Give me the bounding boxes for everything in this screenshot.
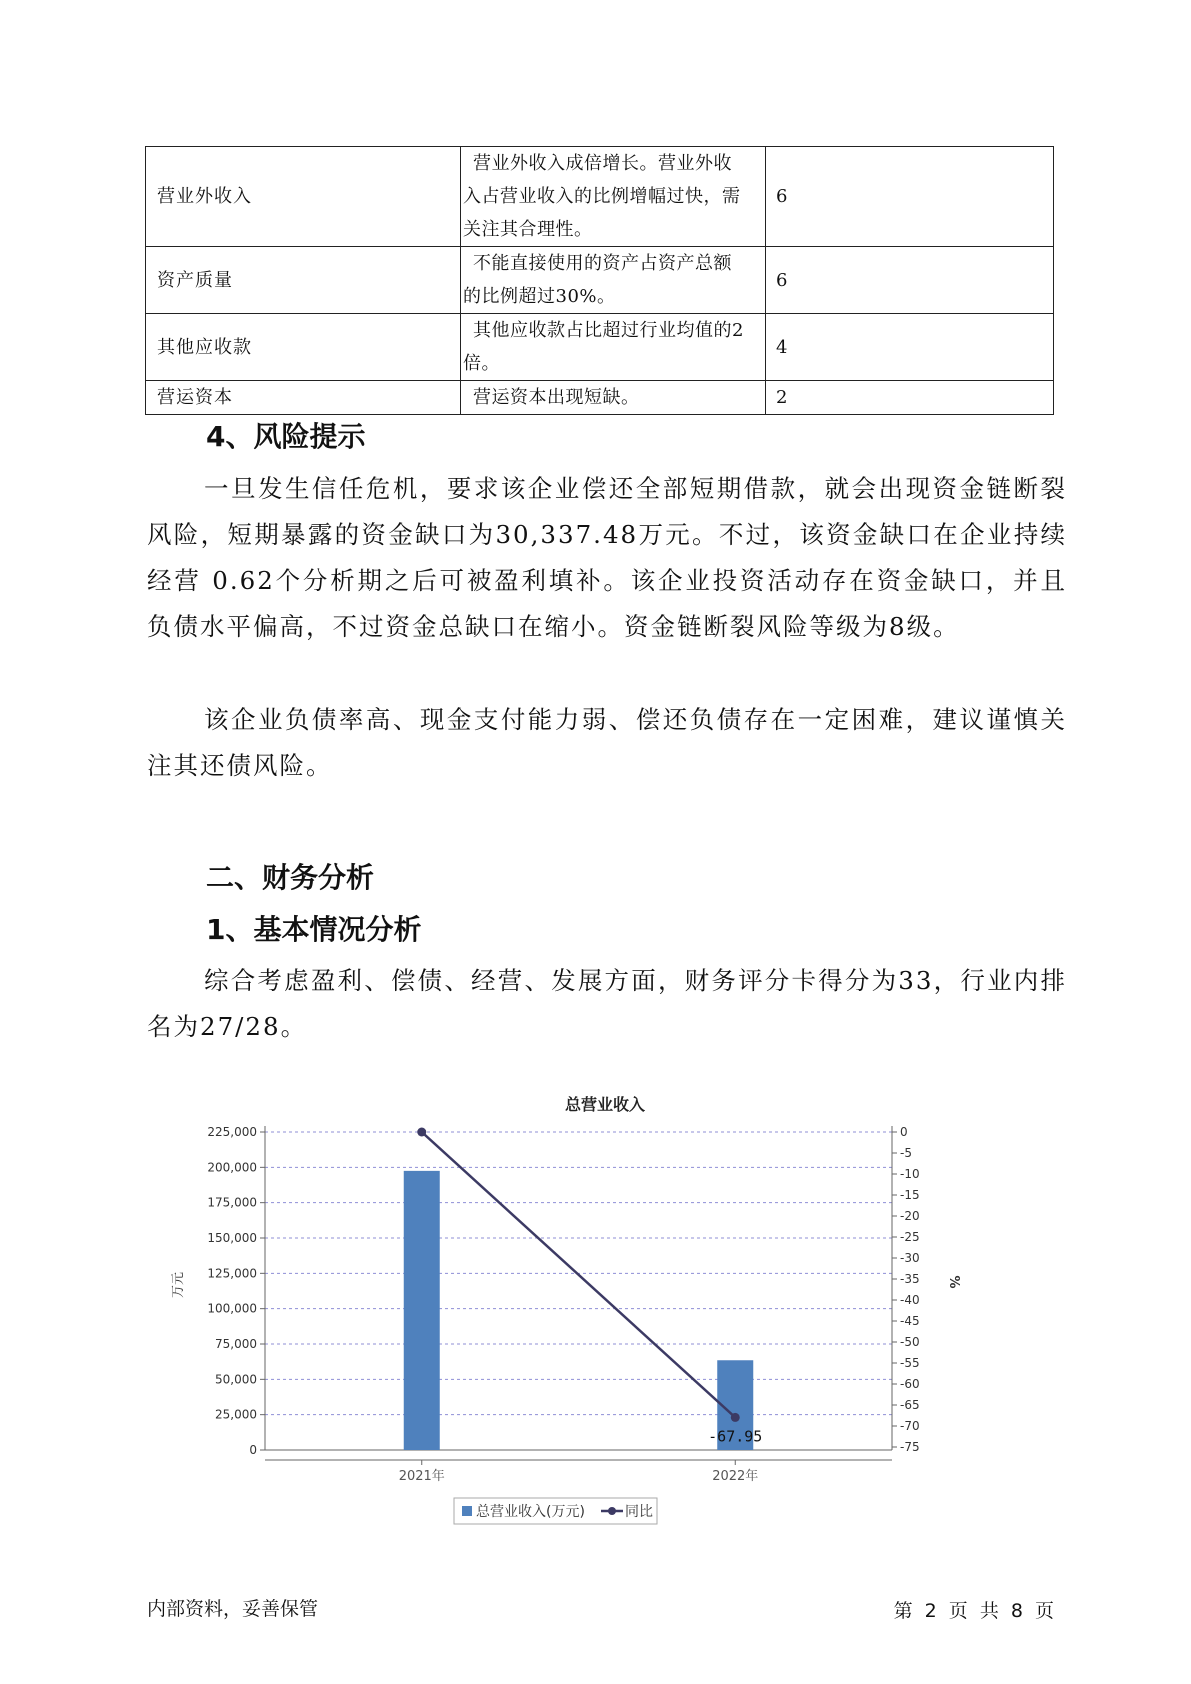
y-tick-label: 150,000 <box>207 1231 257 1245</box>
y2-tick-label: -10 <box>900 1167 920 1181</box>
legend-line-label: 同比 <box>625 1504 653 1520</box>
table-item-description <box>461 314 766 381</box>
y2-tick-label: -15 <box>900 1188 920 1202</box>
y-tick-label: 75,000 <box>215 1337 257 1351</box>
y2-tick-label: -25 <box>900 1230 920 1244</box>
description-line: 其他应收款占比超过行业均值的2 <box>473 320 744 341</box>
description-line: 的比例超过30%。 <box>463 286 616 307</box>
y2-tick-label: -75 <box>900 1440 920 1454</box>
revenue-chart <box>170 1080 1040 1550</box>
risk-heading: 4、风险提示 <box>206 420 366 453</box>
legend-bar-label: 总营业收入(万元) <box>476 1504 585 1520</box>
y2-tick-label: -70 <box>900 1419 920 1433</box>
table-row <box>146 247 1054 314</box>
table-row <box>146 381 1054 415</box>
table-item-name: 营运资本 <box>146 381 461 415</box>
y-tick-label: 50,000 <box>215 1372 257 1387</box>
finance-heading: 二、财务分析 <box>206 861 375 894</box>
y2-tick-label: -55 <box>900 1356 920 1370</box>
risk-paragraph-1: 一旦发生信任危机，要求该企业偿还全部短期借款，就会出现资金链断裂风险，短期暴露的资金缺口为30,337.48万元。不过，该资金缺口在企业持续经营 0.62个分析期之后可被盈利填补。该企业投资活动存在资金缺口，并且负债水平偏高，不过资金总缺口在缩小。资金链断裂风险等级为8级。 <box>147 474 1067 641</box>
table-item-score: 6 <box>766 247 1054 314</box>
table-item-score: 2 <box>766 381 1054 415</box>
y2-tick-label: -5 <box>900 1146 912 1160</box>
y2-tick-label: -65 <box>900 1398 920 1412</box>
legend-line-marker <box>608 1507 616 1515</box>
yoy-line <box>422 1132 736 1417</box>
description-line: 倍。 <box>463 353 500 374</box>
risk-paragraph-2: 该企业负债率高、现金支付能力弱、偿还负债存在一定困难，建议谨慎关注其还债风险。 <box>147 705 1067 780</box>
table-item-score: 4 <box>766 314 1054 381</box>
bar-1 <box>404 1171 440 1450</box>
basic-heading: 1、基本情况分析 <box>206 913 422 946</box>
table-row <box>146 314 1054 381</box>
y-tick-label: 225,000 <box>207 1125 257 1139</box>
y2-tick-label: -40 <box>900 1293 920 1307</box>
table-item-description <box>461 147 766 247</box>
y-tick-label: 175,000 <box>207 1195 257 1210</box>
y2-tick-label: -20 <box>900 1209 920 1223</box>
x-tick-label: 2022年 <box>712 1469 759 1484</box>
y2-tick-label: -30 <box>900 1251 920 1265</box>
y2-axis-label: % <box>946 1275 961 1289</box>
description-line: 入占营业收入的比例增幅过快，需 <box>463 186 741 207</box>
y-tick-label: 25,000 <box>215 1407 257 1422</box>
yoy-data-label: -67.95 <box>708 1427 763 1446</box>
risk-indicator-table <box>145 146 1054 415</box>
table-item-score: 6 <box>766 147 1054 247</box>
legend-bar-swatch <box>462 1506 472 1516</box>
table-row <box>146 147 1054 247</box>
chart-title: 总营业收入 <box>564 1095 646 1114</box>
y2-tick-label: -50 <box>900 1335 920 1349</box>
table-item-name: 资产质量 <box>146 247 461 314</box>
revenue-chart-svg <box>170 1080 1040 1550</box>
yoy-point-2 <box>731 1413 740 1422</box>
y-axis-label: 万元 <box>171 1271 186 1299</box>
description-line: 关注其合理性。 <box>463 219 593 240</box>
y2-tick-label: -35 <box>900 1272 920 1286</box>
yoy-point-1 <box>417 1128 426 1137</box>
y2-tick-label: -60 <box>900 1377 920 1391</box>
table-item-name: 营业外收入 <box>146 147 461 247</box>
footer-page-number: 第 2 页 共 8 页 <box>893 1600 1054 1622</box>
basic-paragraph: 综合考虑盈利、偿债、经营、发展方面，财务评分卡得分为33，行业内排名为27/28。 <box>147 966 1067 1041</box>
y-tick-label: 0 <box>249 1443 257 1457</box>
y2-tick-label: 0 <box>900 1125 908 1139</box>
y-tick-label: 200,000 <box>207 1160 257 1175</box>
y-tick-label: 100,000 <box>207 1301 257 1316</box>
y2-tick-label: -45 <box>900 1314 920 1328</box>
description-line: 营业外收入成倍增长。营业外收 <box>473 153 732 174</box>
table-item-name: 其他应收款 <box>146 314 461 381</box>
table-item-description <box>461 381 766 415</box>
x-tick-label: 2021年 <box>398 1469 445 1484</box>
description-line: 营运资本出现短缺。 <box>473 387 640 408</box>
footer-confidential: 内部资料，妥善保管 <box>147 1598 319 1620</box>
y-tick-label: 125,000 <box>207 1266 257 1281</box>
description-line: 不能直接使用的资产占资产总额 <box>473 253 732 274</box>
table-item-description <box>461 247 766 314</box>
